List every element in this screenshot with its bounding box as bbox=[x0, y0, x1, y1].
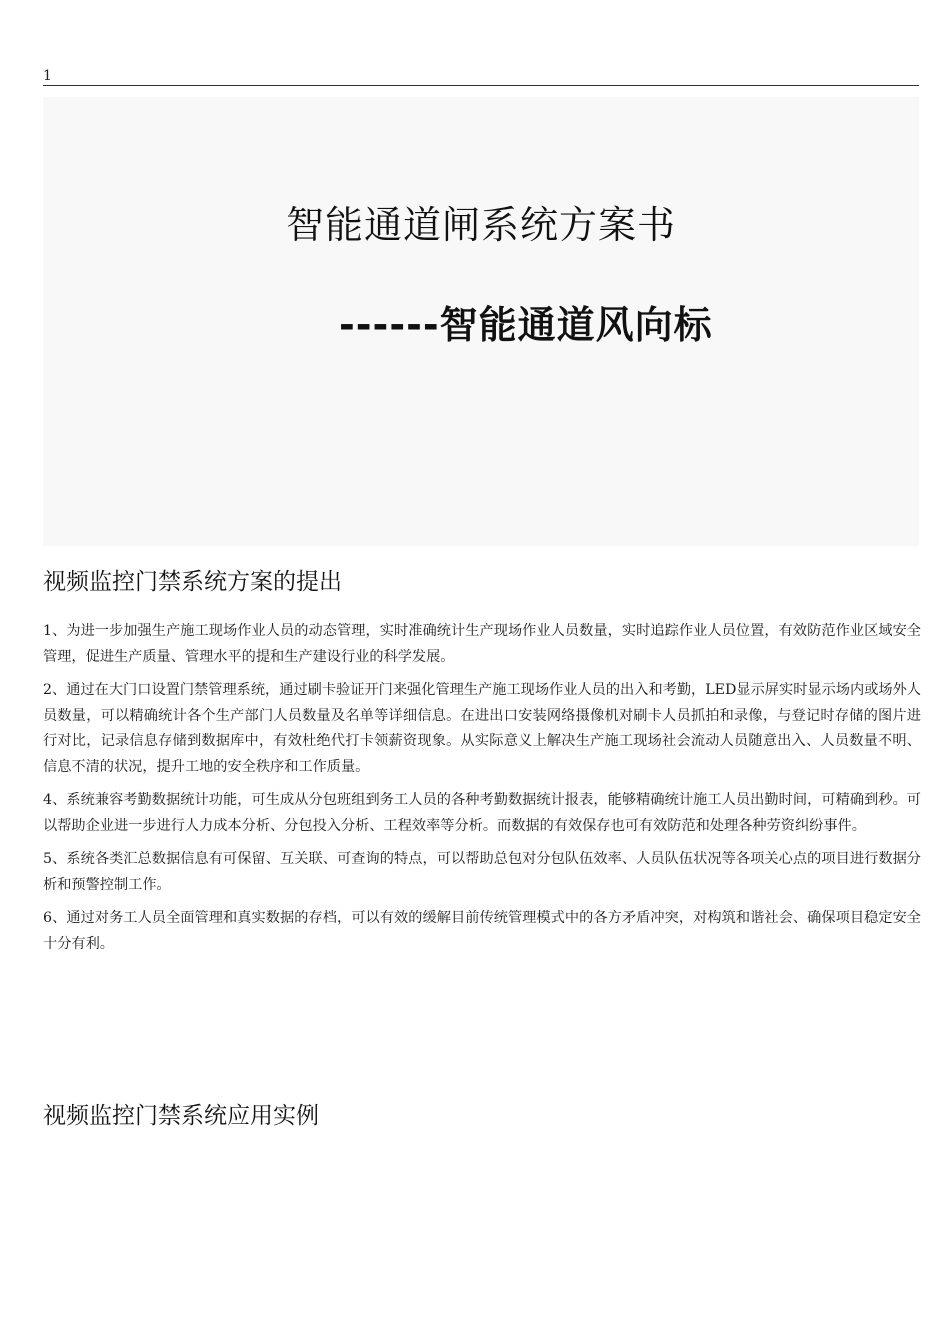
cover-block bbox=[43, 97, 919, 546]
paragraph-2: 2、通过在大门口设置门禁管理系统，通过刷卡验证开门来强化管理生产施工现场作业人员的出入和考勤，LED显示屏实时显示场内或场外人员数量，可以精确统计各个生产部门人员数量及名单等详细信息。在进出口安装网络摄像机对刷卡人员抓拍和录像，与登记时存储的图片进行对比，记录信息存储到数据库中，有效杜绝代打卡领薪资现象。从实际意义上解决生产施工现场社会流动人员随意出入、人员数量不明、信息不清的状况，提升工地的安全秩序和工作质量。 bbox=[43, 682, 921, 775]
paragraph-5: 5、系统各类汇总数据信息有可保留、互关联、可查询的特点，可以帮助总包对分包队伍效率、人员队伍状况等各项关心点的项目进行数据分析和预警控制工作。 bbox=[43, 851, 921, 893]
paragraph-4: 4、系统兼容考勤数据统计功能，可生成从分包班组到务工人员的各种考勤数据统计报表，能够精确统计施工人员出勤时间，可精确到秒。可以帮助企业进一步进行人力成本分析、分包投入分析、工程效率等分析。而数据的有效保存也可有效防范和处理各种劳资纠纷事件。 bbox=[43, 792, 921, 834]
paragraph-6: 6、通过对务工人员全面管理和真实数据的存档，可以有效的缓解目前传统管理模式中的各方矛盾冲突，对构筑和谐社会、确保项目稳定安全十分有利。 bbox=[43, 910, 921, 952]
page-number: 1 bbox=[43, 68, 52, 84]
header-rule bbox=[43, 85, 919, 86]
cover-subtitle: ------智能通道风向标 bbox=[339, 303, 713, 347]
proposal-paragraphs bbox=[43, 619, 921, 965]
section-heading-examples: 视频监控门禁系统应用实例 bbox=[43, 1103, 319, 1129]
section-heading-proposal: 视频监控门禁系统方案的提出 bbox=[43, 569, 342, 595]
paragraph-1: 1、为进一步加强生产施工现场作业人员的动态管理，实时准确统计生产现场作业人员数量，实时追踪作业人员位置，有效防范作业区域安全管理，促进生产质量、管理水平的提和生产建设行业的科学发展。 bbox=[43, 623, 921, 665]
cover-title: 智能通道闸系统方案书 bbox=[285, 203, 676, 247]
